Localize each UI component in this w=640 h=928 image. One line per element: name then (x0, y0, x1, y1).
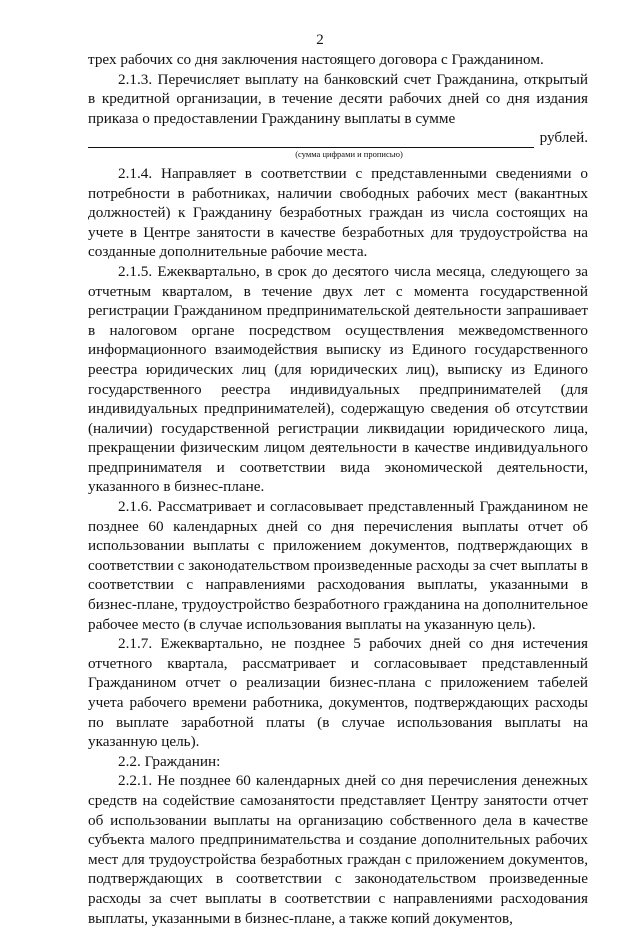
paragraph-2-2: 2.2. Гражданин: (118, 752, 221, 770)
paragraph-2-1-7: 2.1.7. Ежеквартально, не позднее 5 рабочих дней со дня истечения отчетного квартала, рассматривает и согласовывает представленный Гражданином отчет о реализации бизнес-плана с приложением табелей учета рабочего времени работника, документов, подтверждающих расходы по выплате заработной платы (в случае использования выплаты на указанную цель). (88, 635, 588, 751)
paragraph-continuation: трех рабочих со дня заключения настоящего договора с Гражданином. (88, 51, 544, 68)
paragraph-2-1-6: 2.1.6. Рассматривает и согласовывает представленный Гражданином не позднее 60 календарных дней со дня перечисления выплаты отчет об использовании выплаты с приложением документов, подтверждающих в соответствии с законодательством произведенные расходы за счет выплаты в соответствии с направлениями расходования выплаты, указанными в бизнес-плане, трудоустройство безработного гражданина на дополнительное рабочее место (в случае использования выплаты на указанную цель). (88, 498, 588, 633)
sum-line (88, 128, 588, 148)
sum-currency-label: рублей. (539, 129, 588, 147)
document-body (88, 50, 588, 928)
paragraph-2-1-3: 2.1.3. Перечисляет выплату на банковский счет Гражданина, открытый в кредитной организации, в течение десяти рабочих дней со дня издания приказа о предоставлении Гражданину выплаты в сумме (88, 70, 588, 127)
sum-caption: (сумма цифрами и прописью) (295, 148, 403, 159)
paragraph-2-2-1: 2.2.1. Не позднее 60 календарных дней со дня перечисления денежных средств на содействие самозанятости представляет Центру занятости отчет об использовании выплаты на организацию собственного дела в качестве субъекта малого предпринимательства и создание дополнительных рабочих мест для трудоустройства безработных граждан с приложением документов, подтверждающих в соответствии с законодательством произведенные расходы за счет выплаты в соответствии с направлениями расходования выплаты, указанными в бизнес-плане, а также копий документов, (88, 772, 588, 927)
paragraph-2-1-5: 2.1.5. Ежеквартально, в срок до десятого числа месяца, следующего за отчетным кварталом, в течение двух лет с момента государственной регистрации Гражданином предпринимательской деятельности запрашивает в налоговом органе посредством осуществления межведомственного информационного взаимодействия выписку из Единого государственного реестра юридических лиц (для юридических лиц), выписку из Единого государственного реестра индивидуальных предпринимателей (для индивидуальных предпринимателей), содержащую сведения об отсутствии (наличии) государственной регистрации ликвидации юридического лица, прекращении физическим лицом деятельности в качестве индивидуального предпринимателя и соответствии вида экономической деятельности, указанного в бизнес-плане. (88, 262, 588, 496)
paragraph-2-1-4: 2.1.4. Направляет в соответствии с представленными сведениями о потребности в работниках, наличии свободных рабочих мест (вакантных должностей) к Гражданину безработных граждан из числа состоящих на учете в Центре занятости в качестве безработных для трудоустройства на созданные дополнительные рабочие места. (88, 164, 588, 261)
sum-blank-line (88, 133, 534, 148)
page-number: 2 (316, 32, 324, 48)
